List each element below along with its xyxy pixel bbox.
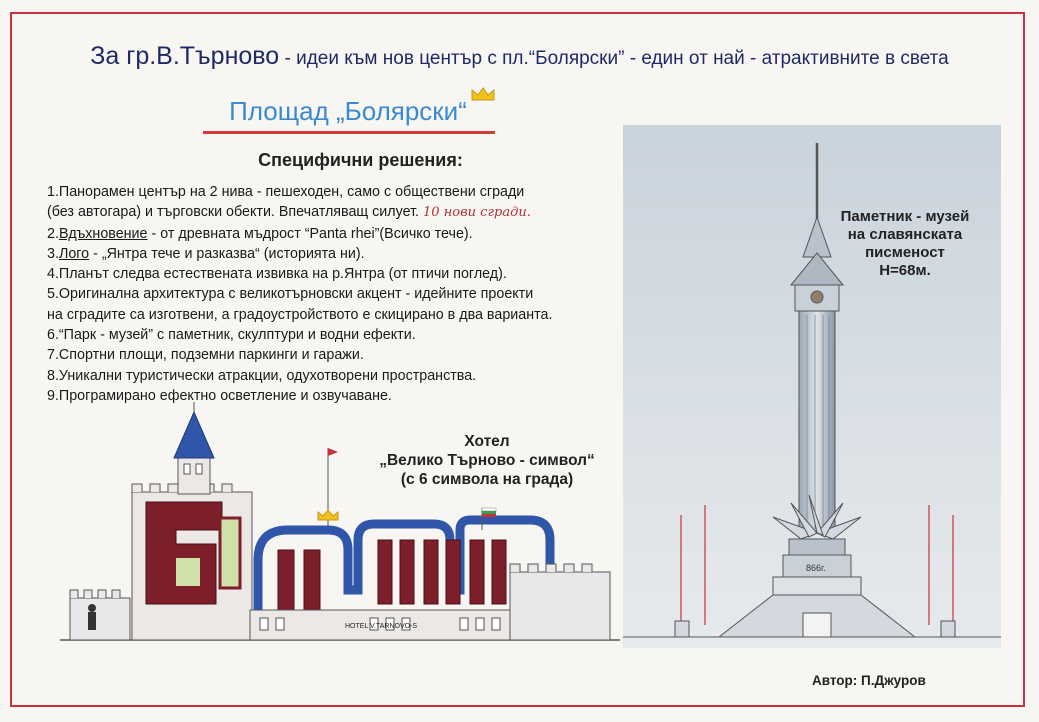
list-item bbox=[47, 244, 627, 264]
hotel-label-line: Хотел bbox=[464, 433, 510, 450]
list-item: 9.Програмирано ефектно осветление и озвучаване. bbox=[47, 387, 392, 404]
author-credit: Автор: П.Джуров bbox=[812, 673, 926, 688]
list-item: 6.“Парк - музей” с паметник, скулптури и водни ефекти. bbox=[47, 327, 416, 344]
solutions-list bbox=[47, 182, 627, 406]
square-title-underline bbox=[203, 131, 495, 134]
headline-city: За гр.В.Търново bbox=[90, 42, 280, 70]
list-item-text: - от древната мъдрост “Panta rhei”(Всичко тече). bbox=[147, 225, 473, 242]
list-item: 7.Спортни площи, подземни паркинги и гаражи. bbox=[47, 347, 364, 364]
list-number: 2. bbox=[47, 225, 59, 242]
monument-label-line: писменост bbox=[865, 244, 945, 261]
list-item: на сградите са изготвени, а градоустройството е скицирано в два варианта. bbox=[47, 306, 553, 323]
list-item bbox=[47, 202, 627, 223]
hotel-label-line: (с 6 символа на града) bbox=[400, 471, 574, 488]
list-keyword: Лого bbox=[58, 245, 90, 262]
handwritten-note: 10 нови сгради. bbox=[423, 205, 531, 221]
solutions-heading: Специфични решения: bbox=[258, 150, 463, 170]
monument-plaque: 866г. bbox=[806, 563, 826, 573]
monument-label-line: Н=68м. bbox=[879, 262, 931, 279]
list-keyword: Вдъхновение bbox=[58, 225, 148, 242]
list-item: 1.Панорамен център на 2 нива - пешеходен, само с обществени сгради bbox=[47, 184, 525, 200]
hotel-sign: HOTEL V.TARNOVO-S bbox=[345, 623, 418, 630]
monument-label bbox=[810, 208, 1000, 280]
list-item-text: - „Янтра тече и разказва“ (историята ни). bbox=[89, 245, 365, 262]
list-item: 5.Оригинална архитектура с великотърновски акцент - идейните проекти bbox=[47, 286, 534, 303]
hotel-label bbox=[332, 432, 642, 489]
list-item: 4.Планът следва естествената извивка на р.Янтра (от птичи поглед). bbox=[47, 266, 507, 283]
headline-tagline: - идеи към нов център с пл.“Болярски” - един от най - атрактивните в света bbox=[279, 48, 949, 69]
square-title: Площад „Болярски“ bbox=[229, 96, 467, 126]
list-item bbox=[47, 224, 627, 244]
list-item: 8.Уникални туристически атракции, одухотворени пространства. bbox=[47, 367, 477, 384]
list-number: 3. bbox=[47, 245, 59, 262]
hotel-label-line: „Велико Търново - символ“ bbox=[379, 452, 595, 469]
list-item-text: (без автогара) и търговски обекти. Впечатляващ силует. bbox=[47, 204, 420, 221]
crown-icon bbox=[470, 86, 496, 102]
monument-label-line: Паметник - музей bbox=[840, 208, 970, 225]
monument-label-line: на славянската bbox=[847, 226, 963, 243]
monument-drawing bbox=[623, 125, 1001, 648]
poster-headline bbox=[0, 42, 1039, 71]
